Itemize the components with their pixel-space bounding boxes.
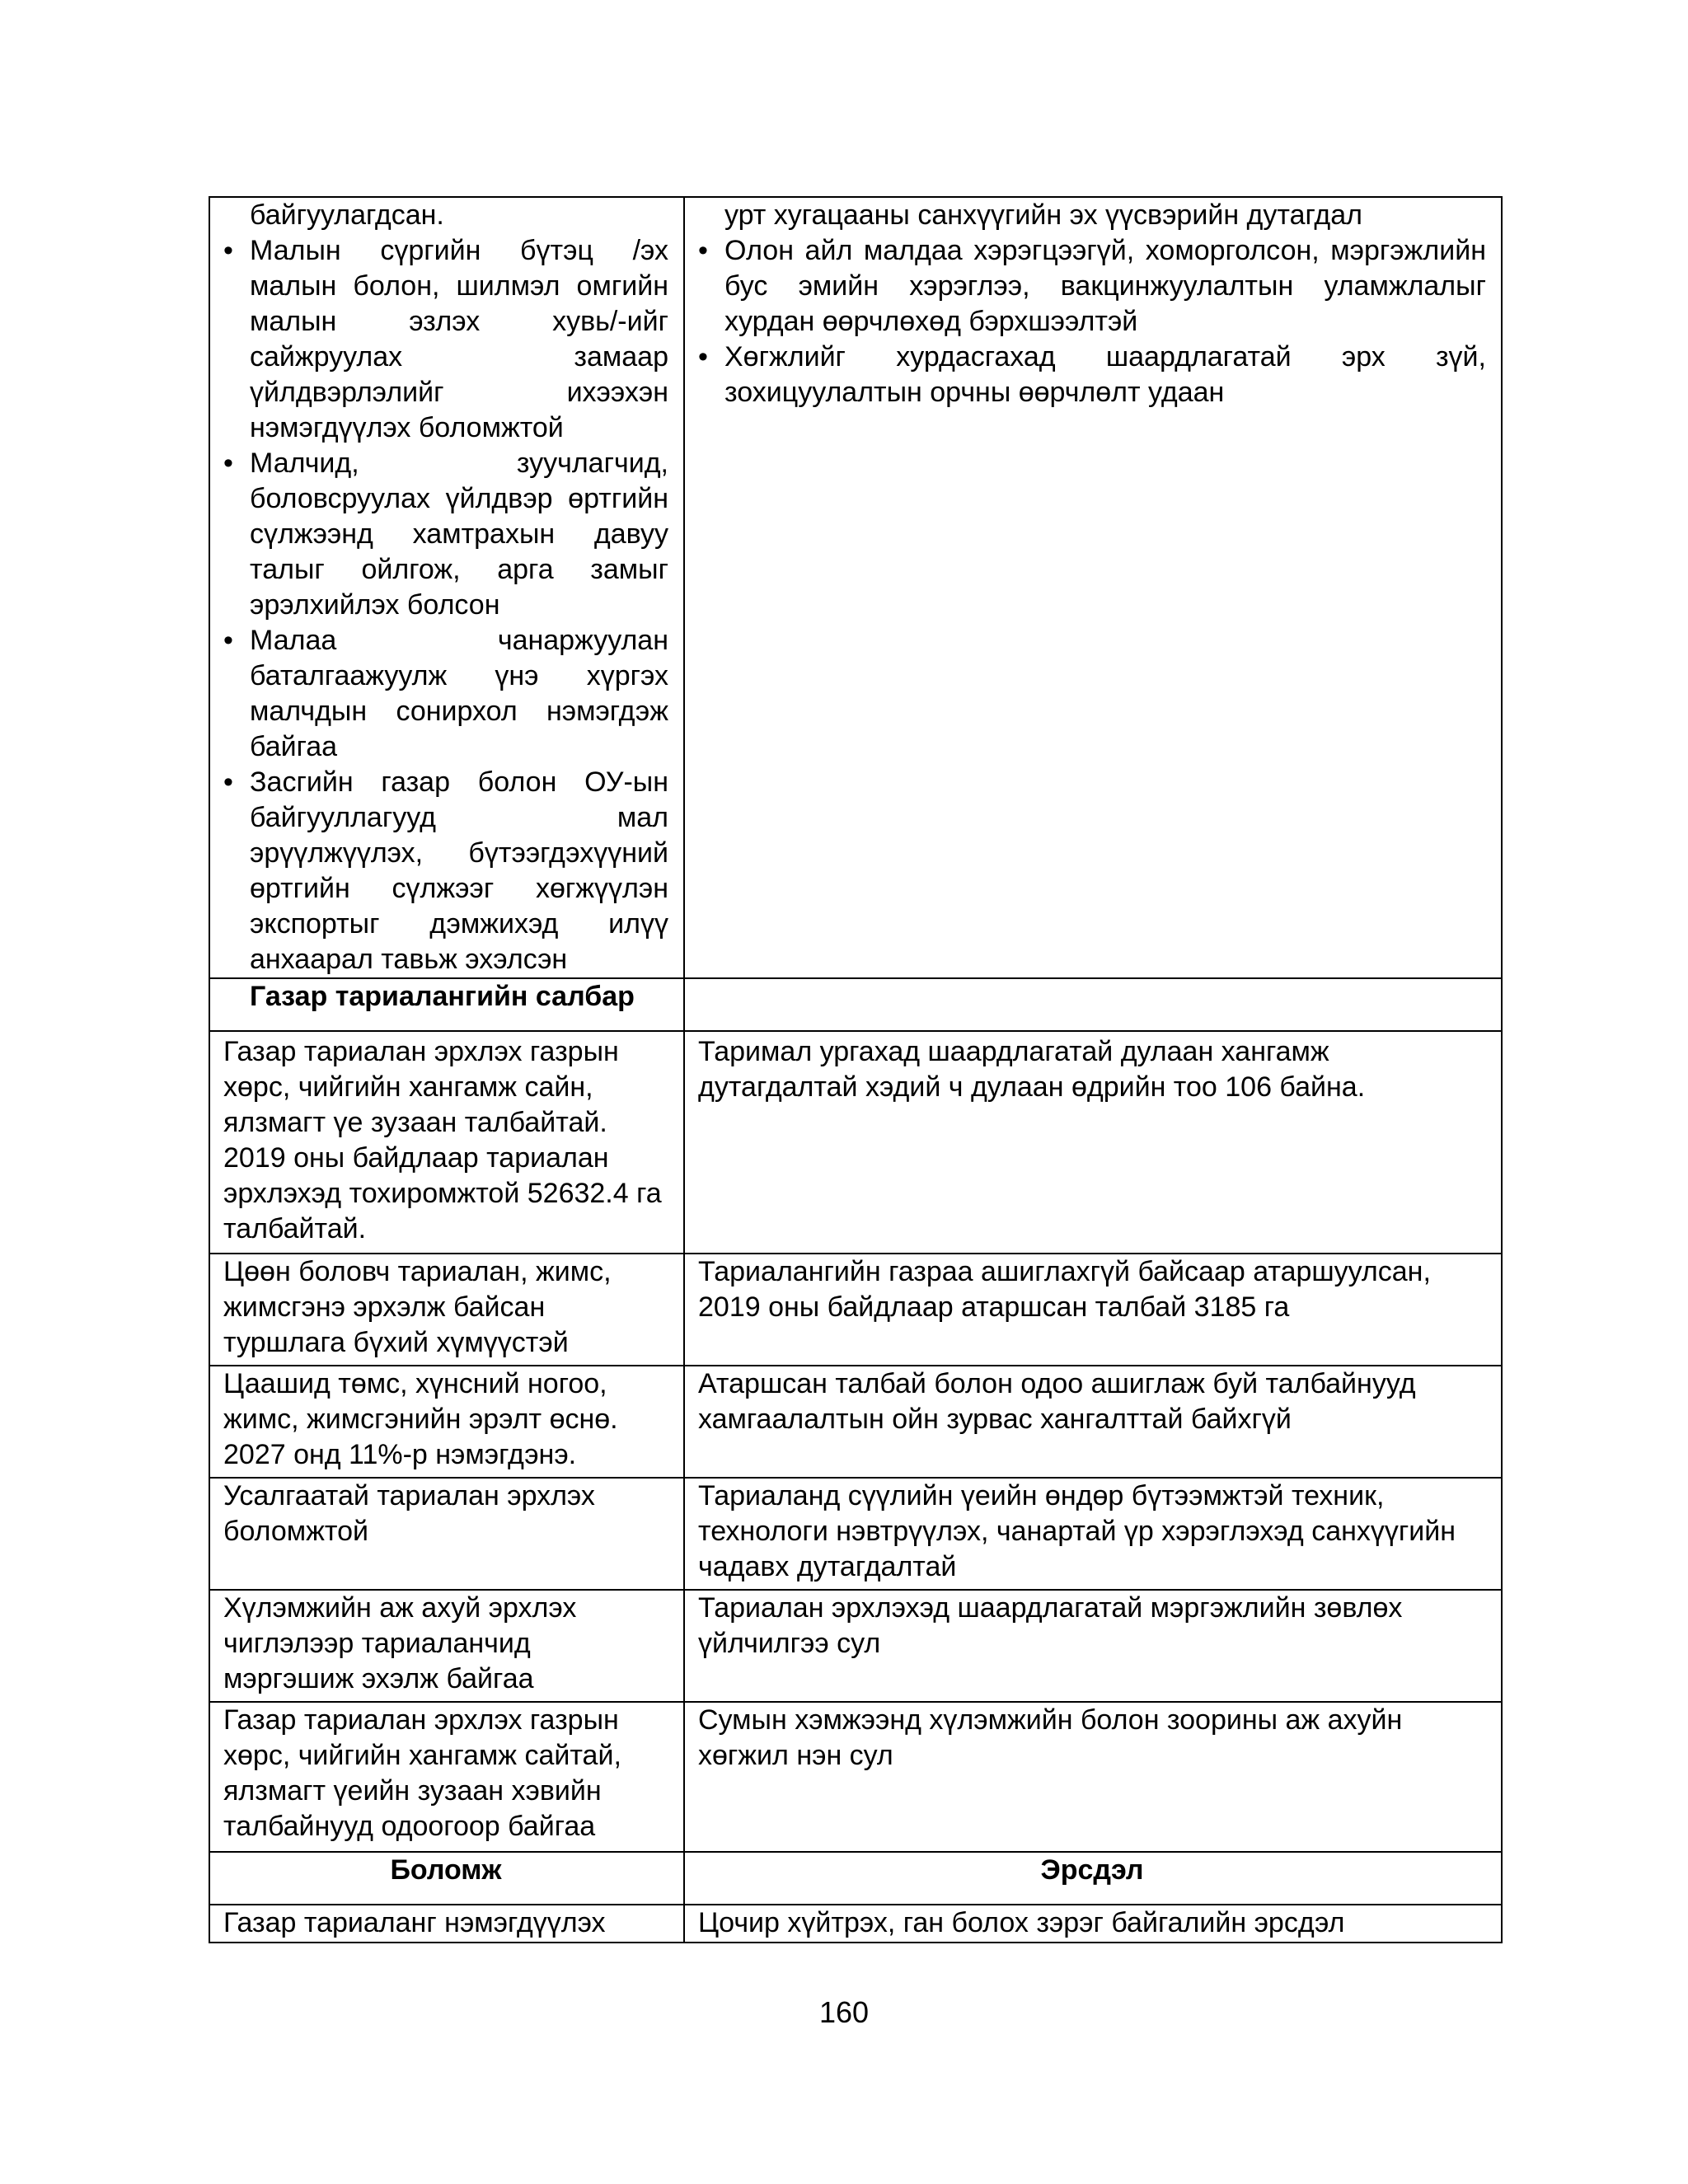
opportunities-bullet-list: [223, 233, 668, 977]
table-row: [209, 1590, 1502, 1702]
weakness-cell: Сумын хэмжээнд хүлэмжийн болон зоорины аж ахуйн хөгжил нэн сул: [684, 1702, 1502, 1852]
section-title-empty: [684, 978, 1502, 1031]
strength-cell: Газар тариалан эрхлэх газрын хөрс, чийгийн хангамж сайн, ялзмагт үе зузаан талбайтай. 2019 оны байдлаар тариалан эрхлэхэд тохиромжтой 52632.4 га талбайтай.: [209, 1031, 684, 1254]
strength-cell: Усалгаатай тариалан эрхлэх боломжтой: [209, 1478, 684, 1590]
table-row: [209, 1905, 1502, 1943]
strength-cell: Цөөн боловч тариалан, жимс, жимсгэнэ эрхэлж байсан туршлага бүхий хүмүүстэй: [209, 1254, 684, 1366]
bullet-item: • Хөгжлийг хурдасгахад шаардлагатай эрх зүй, зохицуулалтын орчны өөрчлөлт удаан: [698, 340, 1486, 410]
table-row: [209, 1031, 1502, 1254]
weakness-cell: Таримал ургахад шаардлагатай дулаан хангамж дутагдалтай хэдий ч дулаан өдрийн тоо 106 байна.: [684, 1031, 1502, 1254]
table-row: [209, 1366, 1502, 1478]
bullet-item: • Малаа чанаржуулан баталгаажуулж үнэ хүргэх малчдын сонирхол нэмэгдэж байгаа: [223, 623, 668, 765]
weakness-cell: Тариалан эрхлэхэд шаардлагатай мэргэжлийн зөвлөх үйлчилгээ сул: [684, 1590, 1502, 1702]
strength-cell: Цаашид төмс, хүнсний ногоо, жимс, жимсгэнийн эрэлт өснө. 2027 онд 11%-р нэмэгдэнэ.: [209, 1366, 684, 1478]
strength-cell: Хүлэмжийн аж ахуй эрхлэх чиглэлээр тариаланчид мэргэшиж эхэлж байгаа: [209, 1590, 684, 1702]
bullet-item: • Малын сүргийн бүтэц /эх малын болон, шилмэл омгийн малын эзлэх хувь/-ийг сайжруулах замаар үйлдвэрлэлийг ихээхэн нэмэгдүүлэх боломжтой: [223, 233, 668, 446]
continuation-text: урт хугацааны санхүүгийн эх үүсвэрийн дутагдал: [724, 199, 1362, 231]
page-number: 160: [818, 1995, 870, 2029]
weakness-cell: Атаршсан талбай болон одоо ашиглаж буй талбайнууд хамгаалалтын ойн зурвас хангалттай байхгүй: [684, 1366, 1502, 1478]
risks-cell: [684, 197, 1502, 978]
continuation-text: байгуулагдсан.: [250, 199, 444, 231]
section-title: Газар тариалангийн салбар: [209, 978, 684, 1031]
section-header-row: [209, 978, 1502, 1031]
column-header-row: [209, 1852, 1502, 1905]
continuation-row: [209, 197, 1502, 978]
bullet-item: • Малчид, зуучлагчид, боловсруулах үйлдвэр өртгийн сүлжээнд хамтрахын давуу талыг ойлгож, арга замыг эрэлхийлэх болсон: [223, 446, 668, 623]
weakness-cell: Тариаланд сүүлийн үеийн өндөр бүтээмжтэй техник, технологи нэвтрүүлэх, чанартай үр хэрэглэхэд санхүүгийн чадавх дутагдалтай: [684, 1478, 1502, 1590]
risks-header: Эрсдэл: [684, 1852, 1502, 1905]
bullet-item: • Засгийн газар болон ОУ-ын байгууллагууд мал эрүүлжүүлэх, бүтээгдэхүүний өртгийн сүлжээг хөгжүүлэн экспортыг дэмжихэд илүү анхаарал тавьж эхэлсэн: [223, 765, 668, 977]
weakness-cell: Тариалангийн газраа ашиглахгүй байсаар атаршуулсан, 2019 оны байдлаар атаршсан талбай 3185 га: [684, 1254, 1502, 1366]
opportunities-header: Боломж: [209, 1852, 684, 1905]
opportunities-cell: [209, 197, 684, 978]
table-row: [209, 1702, 1502, 1852]
bullet-item: • Олон айл малдаа хэрэгцээгүй, хоморголсон, мэргэжлийн бус эмийн хэрэглээ, вакцинжуулалтын уламжлалыг хурдан өөрчлөхөд бэрхшээлтэй: [698, 233, 1486, 340]
swot-table: [209, 196, 1503, 1943]
risk-cell: Цочир хүйтрэх, ган болох зэрэг байгалийн эрсдэл: [684, 1905, 1502, 1943]
table-row: [209, 1478, 1502, 1590]
risks-bullet-list: [698, 233, 1486, 410]
strength-cell: Газар тариалан эрхлэх газрын хөрс, чийгийн хангамж сайтай, ялзмагт үеийн зузаан хэвийн талбайнууд одоогоор байгаа: [209, 1702, 684, 1852]
table-row: [209, 1254, 1502, 1366]
opportunity-cell: Газар тариаланг нэмэгдүүлэх: [209, 1905, 684, 1943]
